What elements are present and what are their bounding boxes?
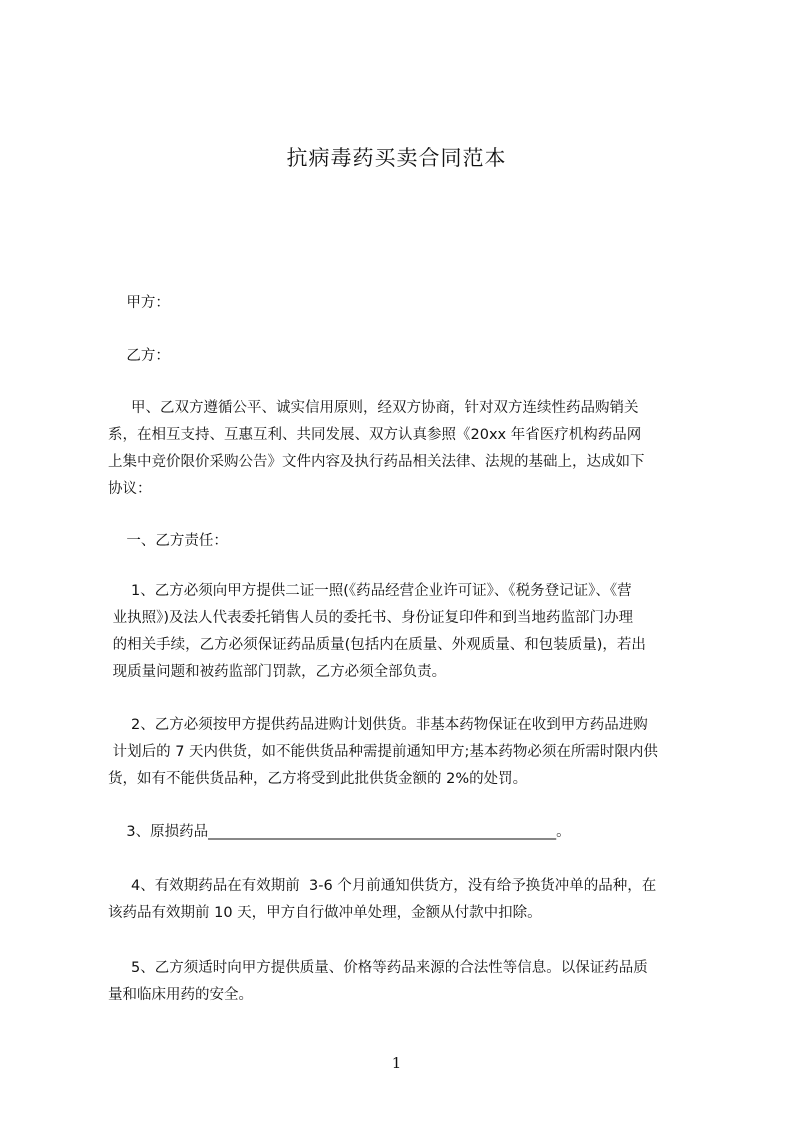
clause-4 bbox=[108, 873, 703, 927]
text-line: 5、乙方须适时向甲方提供质量、价格等药品来源的合法性等信息。以保证药品质 bbox=[108, 960, 648, 976]
text-line: 货，如有不能供货品种，乙方将受到此批供货金额的 2%的处罚。 bbox=[108, 771, 528, 787]
text-line: 3、原损药品________________________________________________。 bbox=[108, 824, 571, 840]
section-1-heading bbox=[108, 528, 703, 555]
page-number: 1 bbox=[391, 1054, 402, 1072]
text-line: 乙方： bbox=[108, 348, 170, 364]
clause-5 bbox=[108, 955, 703, 1009]
clause-1 bbox=[108, 578, 703, 686]
text-line: 1、乙方必须向甲方提供二证一照(《药品经营企业许可证》、《税务登记证》、《营 bbox=[108, 583, 632, 599]
party-b bbox=[108, 343, 703, 370]
text-line: 计划后的 7 天内供货，如不能供货品种需提前通知甲方;基本药物必须在所需时限内供 bbox=[108, 744, 658, 760]
party-a bbox=[108, 290, 703, 317]
text-line: 甲、乙双方遵循公平、诚实信用原则，经双方协商，针对双方连续性药品购销关 bbox=[108, 400, 639, 416]
text-line: 2、乙方必须按甲方提供药品进购计划供货。非基本药物保证在收到甲方药品进购 bbox=[108, 717, 648, 733]
text-line: 4、有效期药品在有效期前 3-6 个月前通知供货方，没有给予换货冲单的品种，在 bbox=[108, 878, 657, 894]
text-line: 量和临床用药的安全。 bbox=[108, 987, 253, 1003]
text-line: 甲方： bbox=[108, 295, 170, 311]
text-line: 现质量问题和被药监部门罚款，乙方必须全部负责。 bbox=[108, 664, 447, 680]
document-title: 抗病毒药买卖合同范本 bbox=[286, 146, 507, 170]
text-line: 系，在相互支持、互惠互利、共同发展、双方认真参照《20xx 年省医疗机构药品网 bbox=[108, 427, 642, 443]
text-line: 业执照》)及法人代表委托销售人员的委托书、身份证复印件和到当地药监部门办理 bbox=[108, 610, 634, 626]
clause-2 bbox=[108, 712, 703, 793]
text-line: 一、乙方责任： bbox=[108, 533, 228, 549]
text-line: 协议： bbox=[108, 481, 152, 497]
text-line: 该药品有效期前 10 天，甲方自行做冲单处理，金额从付款中扣除。 bbox=[108, 905, 542, 921]
text-line: 的相关手续，乙方必须保证药品质量(包括内在质量、外观质量、和包装质量)，若出 bbox=[108, 637, 646, 653]
text-line: 上集中竞价限价采购公告》文件内容及执行药品相关法律、法规的基础上，达成如下 bbox=[108, 454, 645, 470]
preamble bbox=[108, 395, 703, 503]
clause-3 bbox=[108, 819, 703, 846]
